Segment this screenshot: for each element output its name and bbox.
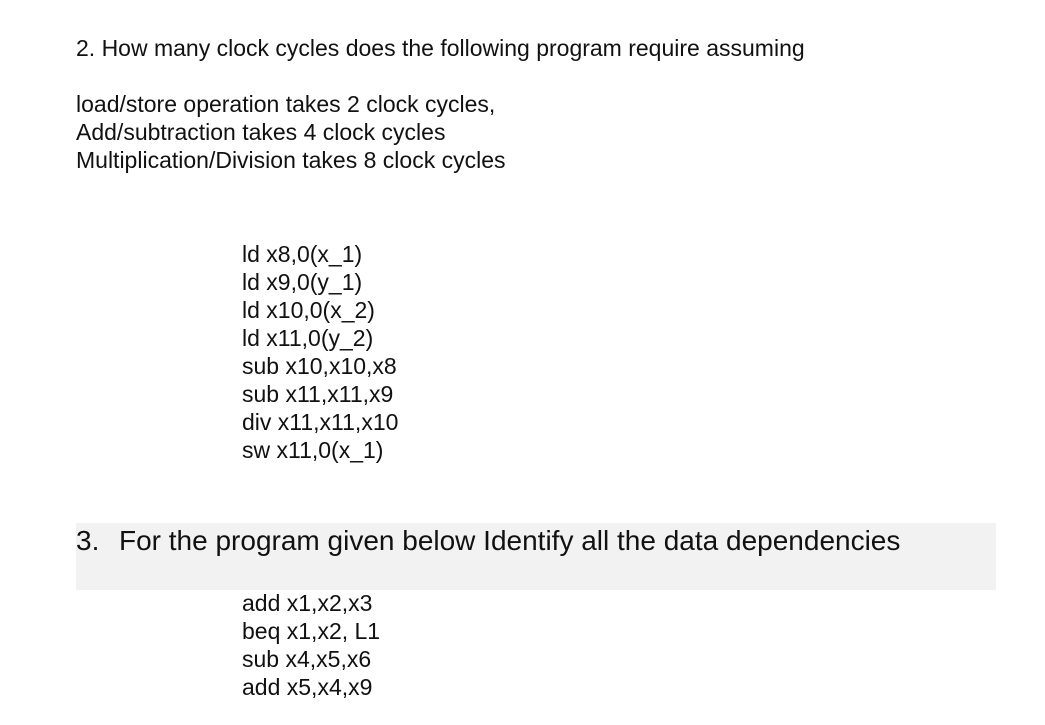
code-line: ld x8,0(x_1) (242, 241, 363, 267)
assumption-mul-div: Multiplication/Division takes 8 clock cycles (76, 147, 506, 173)
question-3-text: For the program given below Identify all the data dependencies (119, 525, 901, 556)
question-3-code-block (242, 589, 380, 701)
assumption-load-store: load/store operation takes 2 clock cycles, (76, 91, 496, 117)
code-line: sw x11,0(x_1) (242, 437, 384, 463)
question-2-code-block (242, 240, 398, 464)
question-2-title: 2. How many clock cycles does the following program require assuming (76, 35, 805, 61)
code-line: add x1,x2,x3 (242, 590, 373, 616)
code-line: ld x11,0(y_2) (242, 325, 374, 351)
assumptions-list (76, 90, 506, 174)
code-line: sub x10,x10,x8 (242, 353, 397, 379)
code-line: beq x1,x2, L1 (242, 618, 381, 644)
code-line: sub x11,x11,x9 (242, 381, 394, 407)
assumption-add-sub: Add/subtraction takes 4 clock cycles (76, 119, 446, 145)
code-line: div x11,x11,x10 (242, 409, 399, 435)
code-line: ld x9,0(y_1) (242, 269, 363, 295)
code-line: sub x4,x5,x6 (242, 646, 372, 672)
code-line: ld x10,0(x_2) (242, 297, 375, 323)
question-3-title (76, 524, 900, 558)
code-line: add x5,x4,x9 (242, 674, 373, 700)
question-3-number: 3. (76, 525, 100, 556)
